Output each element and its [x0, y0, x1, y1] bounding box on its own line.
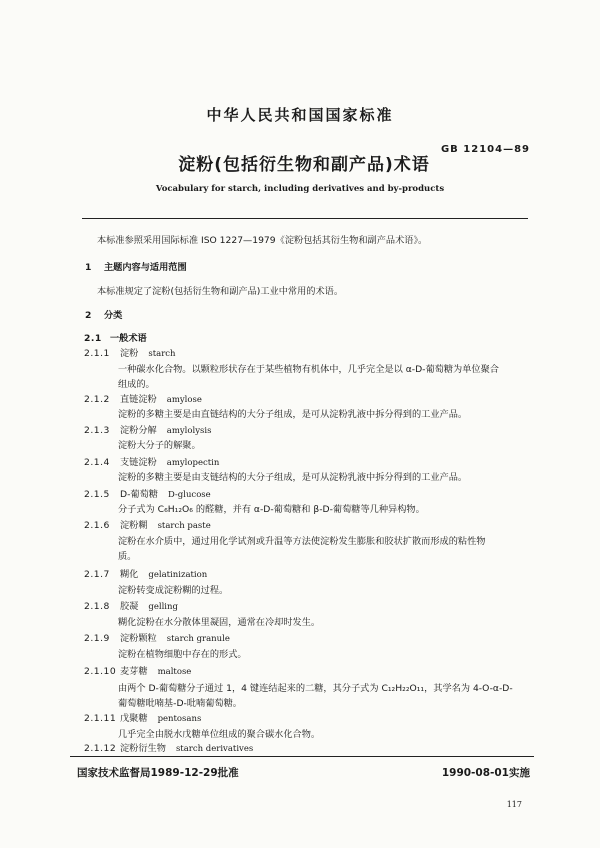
- term-heading: [120, 348, 176, 360]
- term-heading: [120, 713, 201, 725]
- term-heading: [120, 569, 207, 581]
- term-number: 2.1.4: [84, 457, 110, 468]
- national-standard-title: 中华人民共和国国家标准: [206, 106, 394, 124]
- term-chinese: 胶凝: [120, 601, 139, 612]
- footer-divider: [70, 756, 534, 757]
- term-heading: [120, 743, 253, 755]
- section-2-title: 分类: [104, 310, 123, 321]
- term-number: 2.1.6: [84, 520, 110, 531]
- term-definition-line: 一种碳水化合物。以颗粒形状存在于某些植物有机体中，几乎完全是以 α-D-葡萄糖为单位聚合: [118, 364, 499, 375]
- term-english: maltose: [157, 667, 192, 677]
- term-chinese: 淀粉: [120, 348, 139, 359]
- term-chinese: 直链淀粉: [120, 394, 157, 405]
- term-english: D-glucose: [167, 490, 211, 500]
- term-english: pentosans: [157, 714, 202, 724]
- term-heading: [120, 457, 219, 469]
- term-chinese: 淀粉颗粒: [120, 633, 157, 644]
- term-definition-line: 组成的。: [118, 379, 155, 390]
- term-definition-line: 淀粉大分子的解聚。: [118, 440, 201, 451]
- term-english: gelling: [148, 602, 178, 612]
- term-number: 2.1.5: [84, 489, 110, 500]
- term-english: amylopectin: [166, 458, 220, 468]
- term-chinese: 麦芽糖: [120, 666, 148, 677]
- intro-paragraph: 本标准参照采用国际标准 ISO 1227—1979《淀粉包括其衍生物和副产品术语》。: [97, 235, 428, 246]
- document-subtitle: Vocabulary for starch, including derivatives and by-products: [155, 184, 445, 194]
- term-definition-line: 淀粉的多糖主要是由支链结构的大分子组成，是可从淀粉乳液中拆分得到的工业产品。: [118, 472, 468, 483]
- section-1-title: 主题内容与适用范围: [104, 262, 187, 273]
- term-definition-line: 葡萄糖吡喃基-D-吡喃葡萄糖。: [118, 698, 242, 709]
- term-definition-line: 淀粉的多糖主要是由直链结构的大分子组成，是可从淀粉乳液中拆分得到的工业产品。: [118, 409, 468, 420]
- term-chinese: 戊聚糖: [120, 713, 148, 724]
- term-definition-line: 淀粉在植物细胞中存在的形式。: [118, 649, 247, 660]
- implementation-date: 1990-08-01实施: [441, 767, 530, 779]
- term-english: starch derivatives: [175, 744, 254, 754]
- term-english: starch paste: [157, 521, 211, 531]
- term-heading: [120, 666, 191, 678]
- term-heading: [120, 394, 202, 406]
- term-number: 2.1.7: [84, 569, 110, 580]
- term-heading: [120, 489, 211, 501]
- section-2-1-number: 2.1: [84, 333, 102, 344]
- term-definition-line: 分子式为 C₆H₁₂O₆ 的醛糖，并有 α-D-葡萄糖和 β-D-葡萄糖等几种异构物。: [118, 504, 425, 515]
- term-number: 2.1.11: [84, 713, 117, 724]
- section-1-body: 本标准规定了淀粉(包括衍生物和副产品)工业中常用的术语。: [97, 286, 344, 297]
- term-heading: [120, 601, 178, 613]
- term-number: 2.1.2: [84, 394, 110, 405]
- term-definition-line: 几乎完全由脱水戊糖单位组成的聚合碳水化合物。: [118, 729, 321, 740]
- term-definition-line: 由两个 D-葡萄糖分子通过 1，4 键连结起来的二糖，其分子式为 C₁₂H₂₂O₁₁，其学名为 4-O-α-D-: [118, 683, 513, 694]
- term-english: starch: [148, 349, 176, 359]
- term-definition-line: 质。: [118, 551, 137, 562]
- term-chinese: 糊化: [120, 569, 139, 580]
- term-english: amylolysis: [166, 426, 212, 436]
- approval-line: 国家技术监督局1989-12-29批准: [77, 767, 239, 779]
- term-english: amylose: [166, 395, 202, 405]
- term-chinese: 淀粉糊: [120, 520, 148, 531]
- term-chinese: 支链淀粉: [120, 457, 157, 468]
- term-chinese: D-葡萄糖: [120, 489, 158, 500]
- term-number: 2.1.8: [84, 601, 110, 612]
- term-number: 2.1.10: [84, 666, 117, 677]
- page-number: 117: [506, 800, 522, 809]
- term-number: 2.1.9: [84, 633, 110, 644]
- header-divider: [82, 218, 528, 219]
- term-chinese: 淀粉分解: [120, 425, 157, 436]
- standard-number: GB 12104—89: [440, 144, 530, 155]
- term-definition-line: 淀粉在水介质中，通过用化学试剂或升温等方法使淀粉发生膨胀和胶状扩散而形成的粘性物: [118, 536, 486, 547]
- term-english: gelatinization: [148, 570, 208, 580]
- term-chinese: 淀粉衍生物: [120, 743, 166, 754]
- term-heading: [120, 633, 230, 645]
- section-2-number: 2: [85, 310, 92, 321]
- section-2-1-title: 一般术语: [110, 333, 147, 344]
- document-title: 淀粉(包括衍生物和副产品)术语: [178, 155, 430, 175]
- term-number: 2.1.3: [84, 425, 110, 436]
- term-number: 2.1.1: [84, 348, 110, 359]
- term-number: 2.1.12: [84, 743, 117, 754]
- term-definition-line: 淀粉转变成淀粉糊的过程。: [118, 585, 229, 596]
- section-1-number: 1: [85, 262, 92, 273]
- term-english: starch granule: [166, 634, 230, 644]
- term-heading: [120, 425, 211, 437]
- term-definition-line: 糊化淀粉在水分散体里凝固，通常在冷却时发生。: [118, 617, 321, 628]
- term-heading: [120, 520, 211, 532]
